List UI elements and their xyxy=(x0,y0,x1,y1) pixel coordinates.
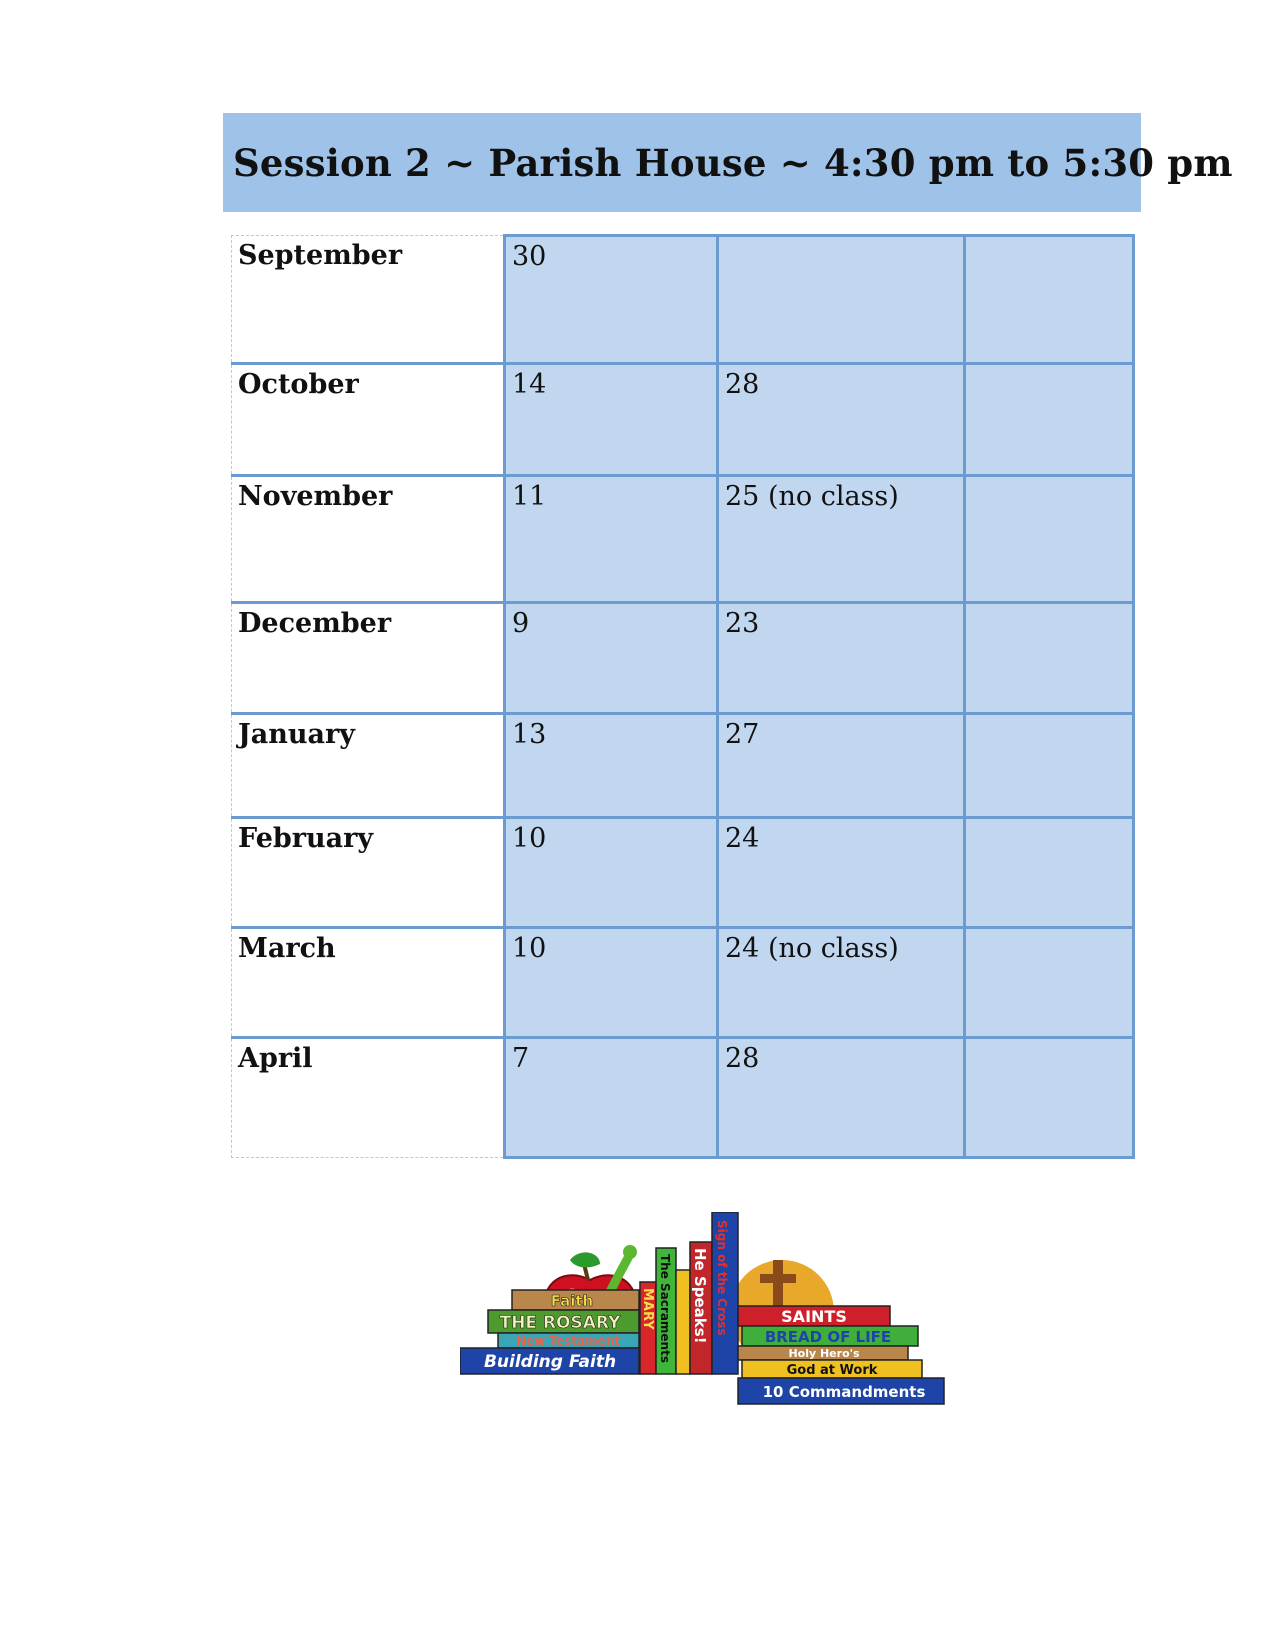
date-cell xyxy=(965,714,1134,818)
date-cell xyxy=(718,236,965,364)
date-cell: 23 xyxy=(718,603,965,714)
month-cell: January xyxy=(232,714,505,818)
book-title: BREAD OF LIFE xyxy=(764,1328,892,1346)
book-title: God at Work xyxy=(786,1363,878,1378)
month-cell: September xyxy=(232,236,505,364)
date-cell: 27 xyxy=(718,714,965,818)
book-title: Holy Hero's xyxy=(788,1347,860,1360)
right-book-stack xyxy=(738,1306,944,1404)
date-cell: 25 (no class) xyxy=(718,476,965,603)
date-cell: 7 xyxy=(505,1038,718,1158)
date-cell: 30 xyxy=(505,236,718,364)
table-row xyxy=(232,928,1134,1038)
month-cell: December xyxy=(232,603,505,714)
page-title: Session 2 ~ Parish House ~ 4:30 pm to 5:30 pm xyxy=(233,140,1233,185)
date-cell: 11 xyxy=(505,476,718,603)
book-title: 10 Commandments xyxy=(762,1383,926,1401)
book-title: SAINTS xyxy=(781,1307,847,1326)
table-row xyxy=(232,364,1134,476)
date-cell xyxy=(965,603,1134,714)
book-title: Sign of the Cross xyxy=(715,1220,729,1336)
book-title: The Sacraments xyxy=(658,1254,672,1363)
date-cell: 13 xyxy=(505,714,718,818)
month-cell: February xyxy=(232,818,505,928)
date-cell: 10 xyxy=(505,928,718,1038)
book-title: He Speaks! xyxy=(691,1248,709,1344)
table-row xyxy=(232,476,1134,603)
title-bar xyxy=(223,113,1233,212)
book-title: Building Faith xyxy=(483,1352,617,1372)
schedule-table xyxy=(231,234,1135,1159)
date-cell: 9 xyxy=(505,603,718,714)
date-cell xyxy=(965,364,1134,476)
month-cell: April xyxy=(232,1038,505,1158)
vertical-book-stack xyxy=(640,1212,738,1374)
table-row xyxy=(232,818,1134,928)
date-cell: 14 xyxy=(505,364,718,476)
table-row xyxy=(232,1038,1134,1158)
date-cell: 28 xyxy=(718,1038,965,1158)
table-row xyxy=(232,603,1134,714)
book-title: MARY xyxy=(640,1288,655,1330)
date-cell xyxy=(965,928,1134,1038)
date-cell: 10 xyxy=(505,818,718,928)
month-cell: October xyxy=(232,364,505,476)
table-row xyxy=(232,714,1134,818)
book-title: THE ROSARY xyxy=(499,1313,621,1333)
month-cell: November xyxy=(232,476,505,603)
book-title: New Testament xyxy=(515,1334,621,1348)
date-cell xyxy=(965,476,1134,603)
date-cell: 28 xyxy=(718,364,965,476)
date-cell: 24 (no class) xyxy=(718,928,965,1038)
left-book-stack xyxy=(460,1290,639,1374)
date-cell xyxy=(965,1038,1134,1158)
books-clipart xyxy=(460,1212,988,1422)
date-cell: 24 xyxy=(718,818,965,928)
book-title: Faith xyxy=(550,1292,594,1310)
date-cell xyxy=(965,236,1134,364)
date-cell xyxy=(965,818,1134,928)
month-cell: March xyxy=(232,928,505,1038)
table-row xyxy=(232,236,1134,364)
